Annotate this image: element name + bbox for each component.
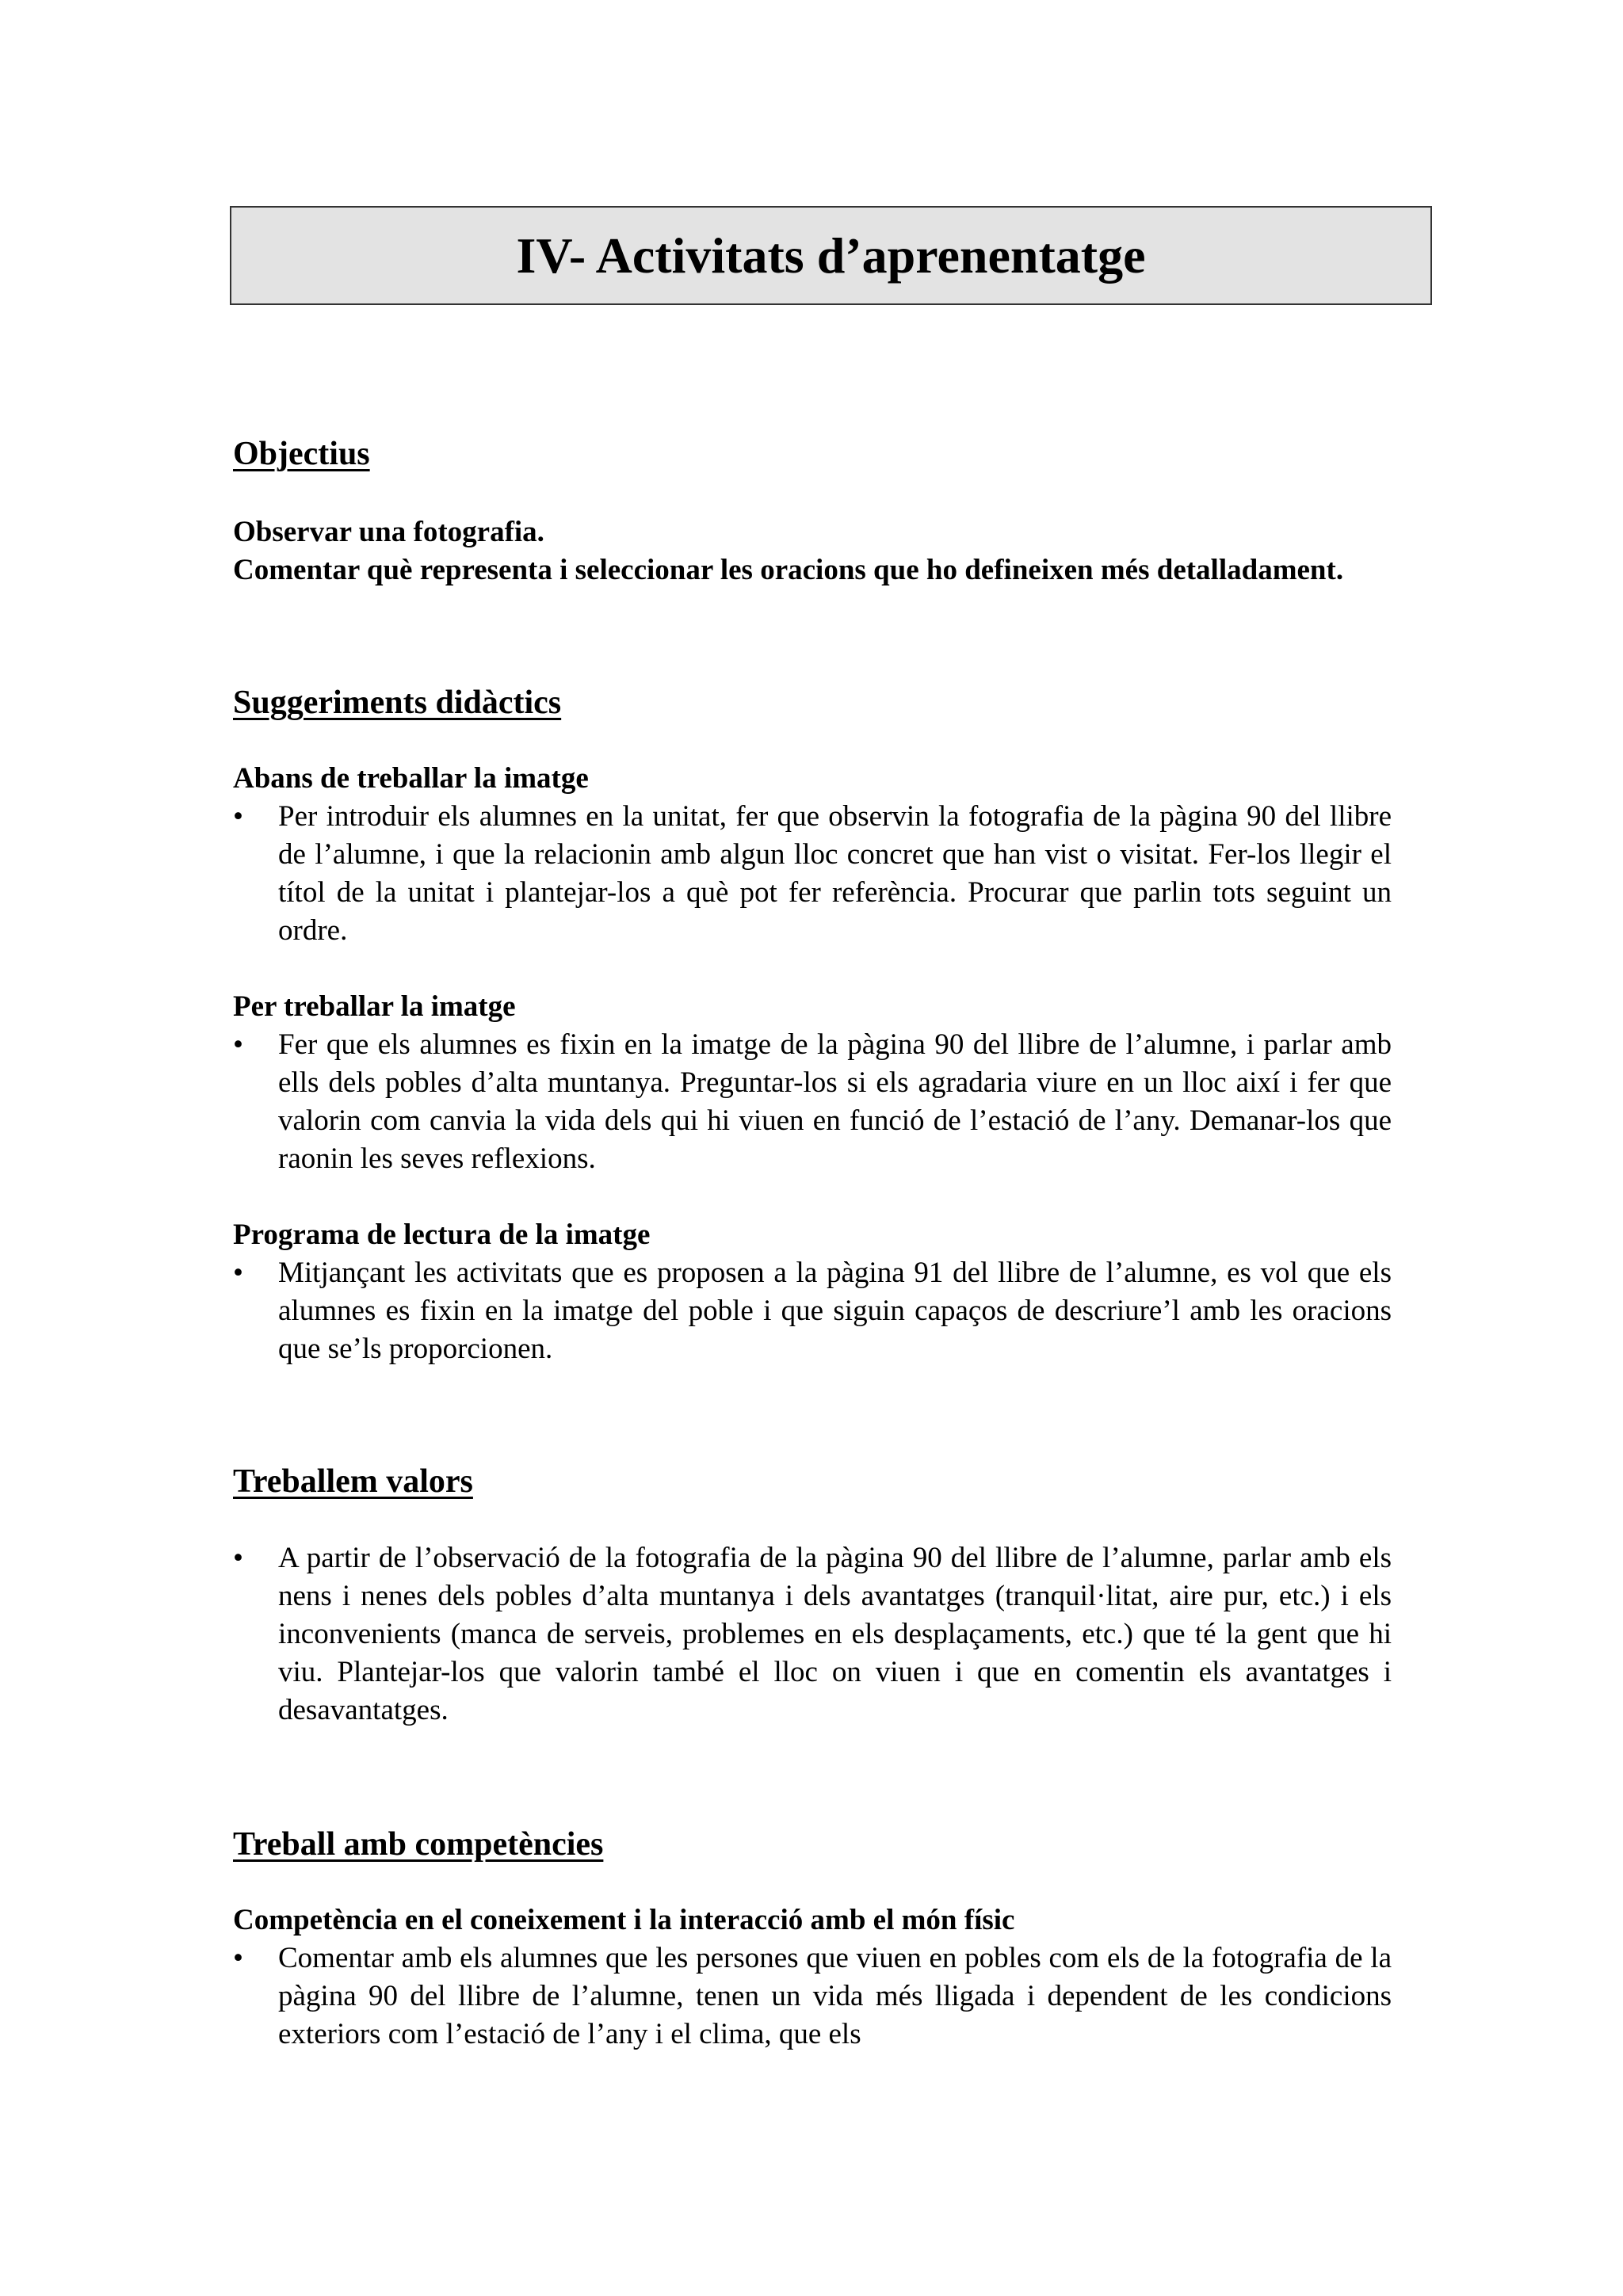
bullet-item xyxy=(233,1939,1392,2054)
bullet-item xyxy=(233,1539,1392,1730)
bullet-text: Per introduir els alumnes en la unitat, fer que observin la fotografia de la pàgina 90 del llibre de l’alumne, i que la relacionin amb algun lloc concret que han vist o visitat. Fer-los llegir el títol de la unitat i plantejar-los a què pot fer referència. Procurar que parlin tots seguint un ordre. xyxy=(278,799,1392,947)
suggeriment-block xyxy=(233,760,1392,950)
document-content xyxy=(233,434,1392,2054)
bullet-list xyxy=(233,1254,1392,1368)
section-competencies xyxy=(233,1825,1392,2053)
suggeriment-block xyxy=(233,988,1392,1178)
bullet-item xyxy=(233,1254,1392,1368)
bullet-icon: • xyxy=(233,1941,243,1974)
bullet-icon: • xyxy=(233,1542,243,1575)
bullet-list xyxy=(233,1539,1392,1730)
section-heading-valors: Treballem valors xyxy=(233,1463,473,1500)
section-heading-competencies: Treball amb competències xyxy=(233,1826,604,1863)
bullet-text: Fer que els alumnes es fixin en la imatge de la pàgina 90 del llibre de l’alumne, i parlar amb ells dels pobles d’alta muntanya. Preguntar-los si els agradaria viure en un lloc així i fer que valorin com canvia la vida dels qui hi viuen en funció de l’estació de l’any. Demanar-los que raonin les seves reflexions. xyxy=(278,1028,1392,1175)
bullet-item xyxy=(233,798,1392,950)
bullet-list xyxy=(233,1026,1392,1178)
bullet-item xyxy=(233,1026,1392,1178)
sub-heading: Abans de treballar la imatge xyxy=(233,761,589,795)
bullet-icon: • xyxy=(233,799,243,833)
bullet-list xyxy=(233,798,1392,950)
section-objectius xyxy=(233,434,1392,589)
section-suggeriments xyxy=(233,683,1392,1367)
bullet-text: Comentar amb els alumnes que les persones que viuen en pobles com els de la fotografia de la pàgina 90 del llibre de l’alumne, tenen un vida més lligada i dependent de les condicions exteriors com l’estació de l’any i el clima, que els xyxy=(278,1941,1392,2050)
sub-heading: Programa de lectura de la imatge xyxy=(233,1218,651,1251)
section-heading-suggeriments: Suggeriments didàctics xyxy=(233,685,562,722)
title-box xyxy=(230,206,1432,305)
objectius-text xyxy=(233,513,1392,589)
bullet-list xyxy=(233,1939,1392,2054)
bullet-icon: • xyxy=(233,1256,243,1289)
sub-heading: Per treballar la imatge xyxy=(233,990,516,1023)
sub-heading: Competència en el coneixement i la interacció amb el món físic xyxy=(233,1903,1015,1936)
section-valors xyxy=(233,1462,1392,1730)
section-heading-objectius: Objectius xyxy=(233,436,370,472)
bullet-text: A partir de l’observació de la fotografia de la pàgina 90 del llibre de l’alumne, parlar amb els nens i nenes dels pobles d’alta muntanya i dels avantatges (tranquil·litat, aire pur, etc.) i els inconvenients (manca de serveis, problemes en els desplaçaments, etc.) que té la gent que hi viu. Plantejar-los que valorin també el lloc on viuen i que en comentin els avantatges i desavantatges. xyxy=(278,1542,1392,1727)
suggeriment-block xyxy=(233,1216,1392,1368)
objectius-line: Observar una fotografia. xyxy=(233,516,544,549)
page-title: IV- Activitats d’aprenentatge xyxy=(516,227,1146,284)
objectius-line: Comentar què representa i seleccionar les oracions que ho defineixen més detalladament. xyxy=(233,554,1344,587)
bullet-text: Mitjançant les activitats que es proposen a la pàgina 91 del llibre de l’alumne, es vol que els alumnes es fixin en la imatge del poble i que siguin capaços de descriure’l amb les oracions que se’ls proporcionen. xyxy=(278,1256,1392,1365)
bullet-icon: • xyxy=(233,1028,243,1061)
